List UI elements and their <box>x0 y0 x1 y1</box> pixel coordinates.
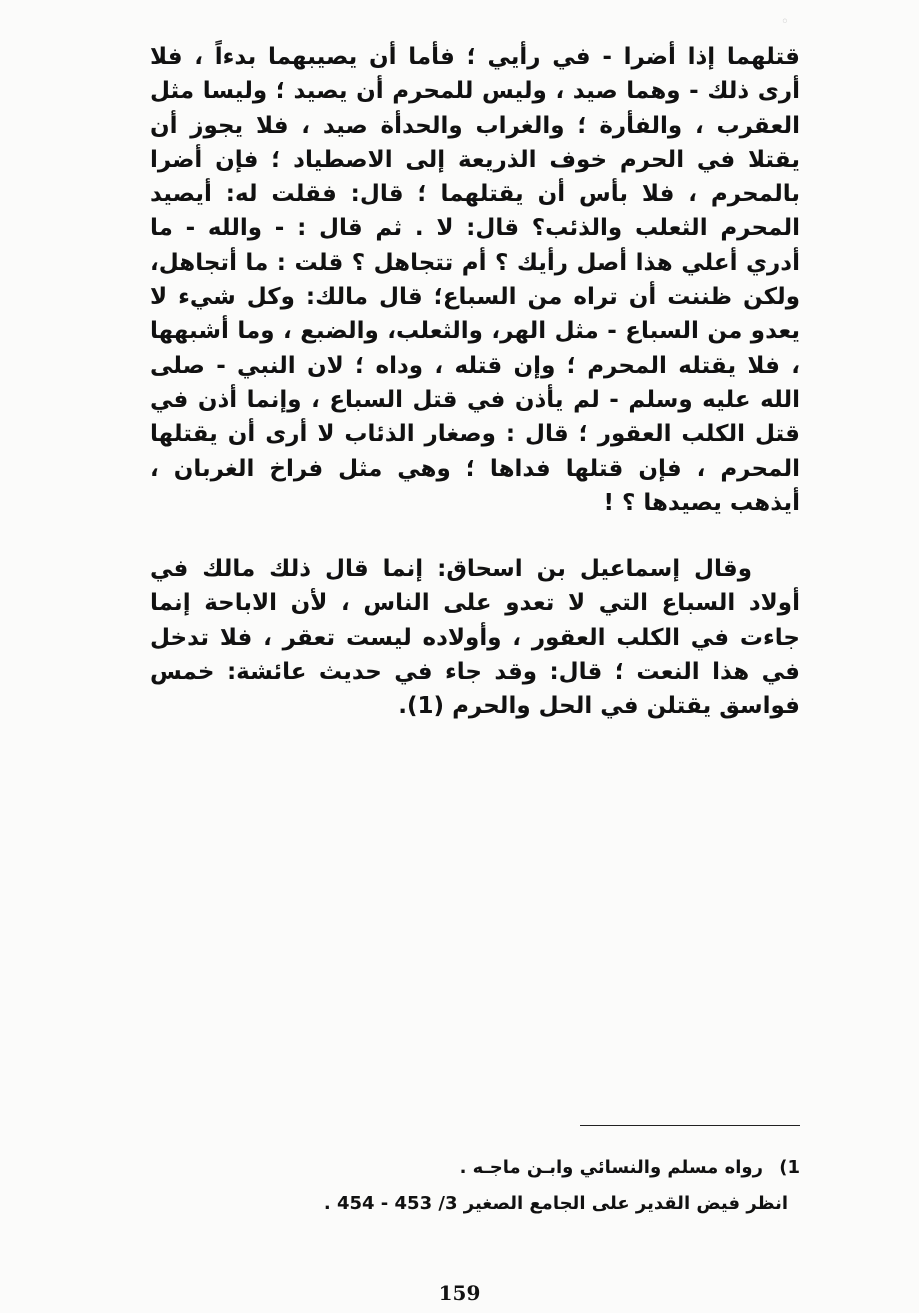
footnote-1 <box>250 1150 800 1186</box>
footnote-divider <box>580 1125 800 1126</box>
page-number: 159 <box>438 1281 481 1305</box>
footnotes-block <box>250 1150 800 1222</box>
main-text-block <box>150 40 800 724</box>
bleed-through-text-top: ◦ <box>780 14 789 30</box>
footnote-text-line-2: انظر فيض القدير على الجامع الصغير 3/ 453 - 454 . <box>323 1193 788 1214</box>
paragraph-1: قتلهما إذا أضرا - في رأيي ؛ فأما أن يصيبهما بدءاً ، فلا أرى ذلك - وهما صيد ، وليس للمحرم أن يصيد ؛ وليسا مثل العقرب ، والفأرة ؛ والغراب والحدأة صيد ، فلا يجوز أن يقتلا في الحرم خوف الذريعة إلى الاصطياد ؛ فإن أضرا بالمحرم ، فلا بأس أن يقتلهما ؛ قال: فقلت له: أيصيد المحرم الثعلب والذئب؟ قال: لا . ثم قال : - والله - ما أدري أعلي هذا أصل رأيك ؟ أم تتجاهل ؟ قلت : ما أتجاهل، ولكن ظننت أن تراه من السباع؛ قال مالك: وكل شيء لا يعدو من السباع - مثل الهر، والثعلب، والضبع ، وما أشبهها ، فلا يقتله المحرم ؛ وإن قتله ، وداه ؛ لان النبي - صلى الله عليه وسلم - لم يأذن في قتل السباع ، وإنما أذن في قتل الكلب العقور ؛ قال : وصغار الذئاب لا أرى أن يقتلها المحرم ، فإن قتلها فداها ؛ وهي مثل فراخ الغربان ، أيذهب يصيدها ؟ ! <box>150 44 800 516</box>
footnote-number: 1) <box>779 1157 800 1178</box>
footnote-text-line-1: رواه مسلم والنسائي وابـن ماجـه . <box>459 1157 763 1178</box>
paragraph-2: وقال إسماعيل بن اسحاق: إنما قال ذلك مالك في أولاد السباع التي لا تعدو على الناس ، لأن الاباحة إنما جاءت في الكلب العقور ، وأولاده ليست تعقر ، فلا تدخل في هذا النعت ؛ قال: وقد جاء في حديث عائشة: خمس فواسق يقتلن في الحل والحرم (1). <box>150 556 800 720</box>
